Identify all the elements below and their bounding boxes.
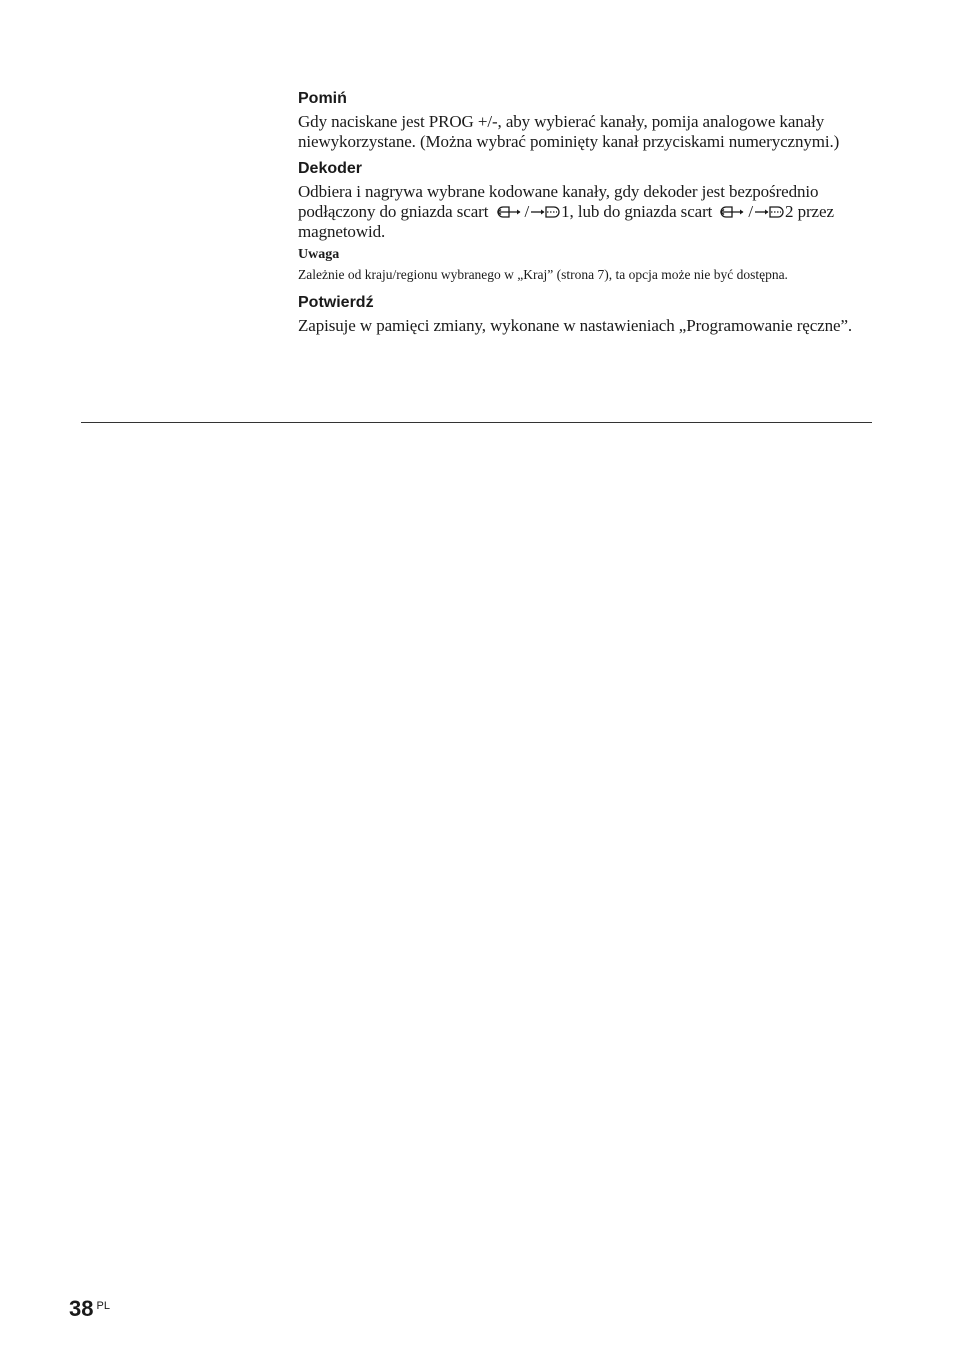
section-title-pomin: Pomiń: [298, 90, 347, 107]
dekoder-text-part-2: 1, lub do gniazda scart: [561, 202, 717, 221]
page-number-value: 38: [69, 1296, 94, 1321]
scart-input-icon: [494, 204, 524, 220]
dekoder-separator-2: /: [748, 202, 754, 221]
scart-output-icon: [530, 204, 560, 220]
manual-content: [298, 88, 872, 336]
dekoder-separator-1: /: [524, 202, 530, 221]
note-text: Zależnie od kraju/regionu wybranego w „Kraj” (strona 7), ta opcja może nie być dostępna.: [298, 267, 788, 282]
dekoder-text-part-1: Odbiera i nagrywa wybrane kodowane kanały, gdy dekoder jest bezpośrednio podłączony do gniazda scart: [298, 182, 819, 221]
section-title-dekoder: Dekoder: [298, 160, 363, 177]
section-divider: [81, 422, 872, 423]
dekoder-text-part-3: 2 przez magnetowid.: [298, 202, 834, 241]
page-language-code: PL: [96, 1300, 110, 1312]
section-text-pomin: Gdy naciskane jest PROG +/-, aby wybierać kanały, pomija analogowe kanały niewykorzystane. (Można wybrać pominięty kanał przyciskami numerycznymi.): [298, 112, 840, 151]
section-title-potwierdz: Potwierdź: [298, 294, 374, 311]
scart-output-icon: [754, 204, 784, 220]
section-text-dekoder: [298, 182, 872, 242]
page-number: [69, 1296, 110, 1322]
scart-input-icon: [717, 204, 747, 220]
note-title: Uwaga: [298, 247, 340, 262]
section-text-potwierdz: Zapisuje w pamięci zmiany, wykonane w nastawieniach „Programowanie ręczne”.: [298, 316, 853, 335]
